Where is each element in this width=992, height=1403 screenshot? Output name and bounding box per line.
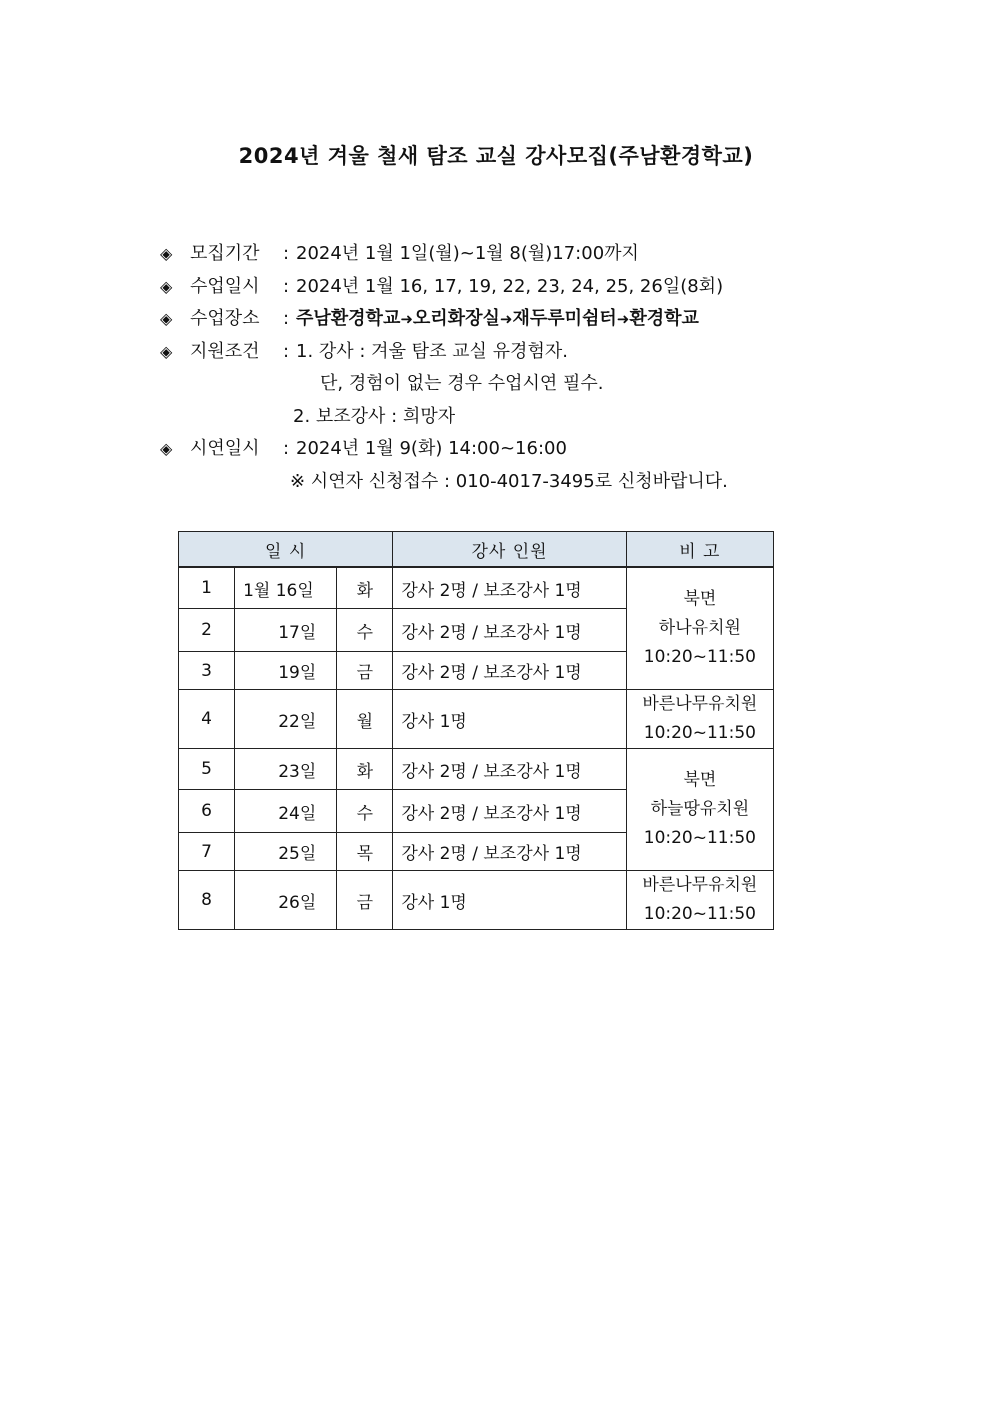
remarks-place: 북면	[683, 770, 717, 790]
info-row-demo	[160, 433, 728, 466]
period-label: 모집기간	[190, 243, 260, 264]
remarks-place: 북면	[683, 589, 717, 609]
row-instructors: 강사 2명 / 보조강사 1명	[393, 609, 626, 652]
row-date: 17일	[235, 609, 337, 652]
colon: :	[282, 275, 290, 297]
table-row	[179, 749, 774, 790]
row-day: 수	[337, 609, 393, 652]
row-remarks	[626, 567, 773, 690]
row-instructors: 강사 1명	[393, 871, 626, 930]
remarks-place: 하늘땅유치원	[650, 799, 750, 819]
colon: :	[282, 438, 290, 459]
row-day: 월	[337, 690, 393, 749]
row-date: 19일	[235, 652, 337, 690]
row-date: 24일	[235, 790, 337, 833]
row-number: 3	[179, 652, 235, 690]
row-date: 26일	[235, 871, 337, 930]
info-row-class-dates	[160, 271, 728, 304]
table-header-row	[179, 532, 774, 568]
row-instructors: 강사 1명	[393, 690, 626, 749]
row-remarks	[626, 871, 773, 930]
diamond-bullet-icon: ◈	[160, 439, 173, 458]
row-day: 화	[337, 749, 393, 790]
period-value: 2024년 1월 1일(월)~1월 8(월)17:00까지	[296, 243, 639, 264]
row-date: 25일	[235, 833, 337, 871]
row-number: 8	[179, 871, 235, 930]
remarks-place: 바른나무유치원	[642, 694, 758, 714]
colon: :	[282, 243, 290, 264]
place-route	[296, 303, 699, 336]
place-stop: 주남환경학교	[296, 308, 401, 329]
table-row	[179, 690, 774, 749]
remarks-time: 10:20~11:50	[643, 828, 756, 848]
remarks-time: 10:20~11:50	[643, 647, 756, 667]
row-day: 화	[337, 567, 393, 609]
row-remarks	[626, 690, 773, 749]
row-instructors: 강사 2명 / 보조강사 1명	[393, 567, 626, 609]
row-number: 4	[179, 690, 235, 749]
diamond-bullet-icon: ◈	[160, 309, 173, 328]
row-number: 5	[179, 749, 235, 790]
info-row-conditions	[160, 336, 728, 369]
row-number: 1	[179, 567, 235, 609]
row-day: 금	[337, 871, 393, 930]
row-day: 금	[337, 652, 393, 690]
conditions-line2: 단, 경험이 없는 경우 수업시연 필수.	[320, 373, 604, 394]
arrow-right-icon: ➜	[499, 310, 513, 328]
colon: :	[282, 340, 290, 362]
arrow-right-icon: ➜	[616, 310, 630, 328]
class-dates-label: 수업일시	[190, 275, 260, 297]
header-instructors: 강사 인원	[393, 532, 626, 568]
row-instructors: 강사 2명 / 보조강사 1명	[393, 652, 626, 690]
row-instructors: 강사 2명 / 보조강사 1명	[393, 833, 626, 871]
table-row	[179, 871, 774, 930]
diamond-bullet-icon: ◈	[160, 276, 173, 296]
class-dates-value: 2024년 1월 16, 17, 19, 22, 23, 24, 25, 26일(8회)	[296, 275, 724, 297]
row-instructors: 강사 2명 / 보조강사 1명	[393, 749, 626, 790]
row-day: 목	[337, 833, 393, 871]
row-number: 6	[179, 790, 235, 833]
page-title: 2024년 겨울 철새 탐조 교실 강사모집(주남환경학교)	[238, 144, 754, 168]
header-remarks: 비 고	[626, 532, 773, 568]
header-date: 일 시	[179, 532, 393, 568]
demo-label: 시연일시	[190, 438, 260, 459]
row-number: 7	[179, 833, 235, 871]
colon: :	[282, 308, 290, 329]
arrow-right-icon: ➜	[400, 310, 413, 328]
info-list	[160, 238, 728, 498]
place-stop: 재두루미쉼터	[512, 308, 617, 329]
diamond-bullet-icon: ◈	[160, 341, 173, 361]
row-day: 수	[337, 790, 393, 833]
row-instructors: 강사 2명 / 보조강사 1명	[393, 790, 626, 833]
conditions-label: 지원조건	[190, 340, 260, 362]
table-row	[179, 567, 774, 609]
place-label: 수업장소	[190, 308, 260, 329]
row-remarks	[626, 749, 773, 871]
remarks-place: 하나유치원	[658, 618, 741, 638]
diamond-bullet-icon: ◈	[160, 244, 173, 263]
conditions-line1: 1. 강사 : 겨울 탐조 교실 유경험자.	[296, 340, 568, 362]
remarks-place: 바른나무유치원	[642, 875, 758, 895]
remarks-time: 10:20~11:50	[643, 723, 756, 743]
remarks-time: 10:20~11:50	[643, 904, 756, 924]
schedule-table	[178, 531, 774, 930]
conditions-line3: 2. 보조강사 : 희망자	[293, 405, 456, 427]
info-row-place	[160, 303, 728, 336]
place-stop: 환경학교	[629, 308, 699, 329]
place-stop: 오리화장실	[412, 308, 500, 329]
row-number: 2	[179, 609, 235, 652]
row-date: 22일	[235, 690, 337, 749]
row-date: 1월 16일	[235, 567, 337, 609]
demo-value: 2024년 1월 9(화) 14:00~16:00	[296, 438, 567, 459]
row-date: 23일	[235, 749, 337, 790]
info-row-period	[160, 238, 728, 271]
demo-note: ※ 시연자 신청접수 : 010-4017-3495로 신청바랍니다.	[290, 470, 728, 492]
